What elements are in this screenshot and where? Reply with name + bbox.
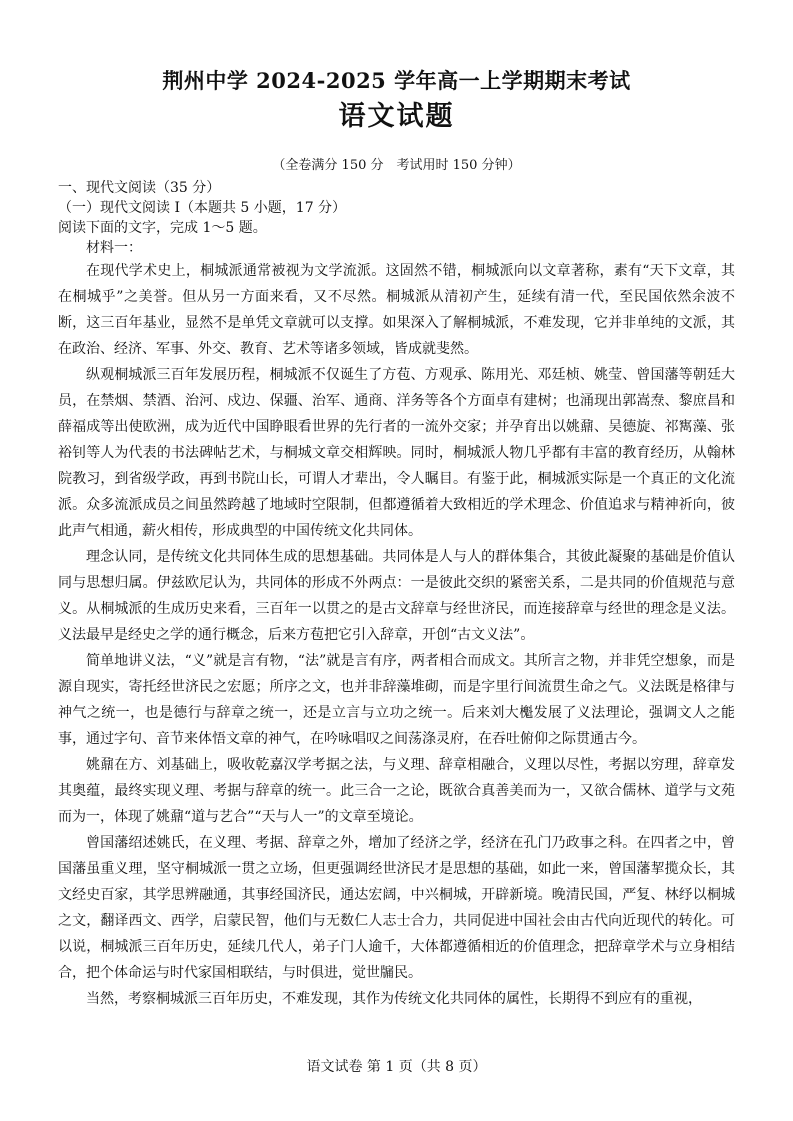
subsection-heading: （一）现代文阅读 I（本题共 5 小题，17 分） — [58, 199, 347, 216]
page-footer: 语文试卷 第 1 页（共 8 页） — [306, 1059, 487, 1075]
material-label: 材料一： — [86, 239, 142, 256]
paragraph: 当然，考察桐城派三百年历史，不难发现，其作为传统文化共同体的属性，长期得不到应有的重视， — [86, 990, 702, 1007]
reading-instruction: 阅读下面的文字，完成 1～5 题。 — [58, 219, 267, 236]
section-header-block — [58, 178, 735, 258]
exam-subtitle: 语文试题 — [338, 101, 455, 133]
article-body — [58, 258, 735, 1012]
paragraph: 曾国藩绍述姚氏，在义理、考据、辞章之外，增加了经济之学，经济在孔门乃政事之科。在四者之中，曾国藩虽重义理，坚守桐城派一贯之立场，但更强调经世济民才是思想的基础，如此一来，曾国藩挈揽众长，其文经史百家，其学思辨融通，其事经国济民，通达宏阔，中兴桐城，开辟新境。晚清民国，严复、林纾以桐城之文，翻译西文、西学，启蒙民智，他们与无数仁人志士合力，共同促进中国社会由古代向近现代的转化。可以说，桐城派三百年历史，延续几代人，弟子门人逾千，大体都遵循相近的价值理念，把辞章学术与立身相结合，把个体命运与时代家国相联结，与时俱进，觉世牖民。 — [58, 834, 735, 981]
paragraph: 在现代学术史上，桐城派通常被视为文学流派。这固然不错，桐城派向以文章著称，素有“天下文章，其在桐城乎”之美誉。但从另一方面来看，又不尽然。桐城派从清初产生，延续有清一代，至民国依然余波不断，这三百年基业，显然不是单凭文章就可以支撑。如果深入了解桐城派，不难发现，它并非单纯的文派，其在政治、经济、军事、外交、教育、艺术等诸多领域，皆成就斐然。 — [58, 262, 735, 357]
paragraph: 姚鼐在方、刘基础上，吸收乾嘉汉学考据之法，与义理、辞章相融合，义理以尽性，考据以穷理，辞章发其奥蕴，最终实现义理、考据与辞章的统一。此三合一之论，既欲合真善美而为一，又欲合儒林、道学与文苑而为一，体现了姚鼐“道与艺合”“天与人一”的文章至境论。 — [58, 756, 735, 825]
section-heading: 一、现代文阅读（35 分） — [58, 179, 221, 196]
paragraph: 纵观桐城派三百年发展历程，桐城派不仅诞生了方苞、方观承、陈用光、邓廷桢、姚莹、曾国藩等朝廷大员，在禁烟、禁酒、治河、戍边、保疆、治军、通商、洋务等各个方面卓有建树；也涌现出郭嵩焘、黎庶昌和薛福成等出使欧洲，成为近代中国睁眼看世界的先行者的一流外交家；并孕育出以姚鼐、吴德旋、祁寯藻、张裕钊等人为代表的书法碑帖艺术，与桐城文章交相辉映。同时，桐城派人物几乎都有丰富的教育经历，从翰林院教习，到省级学政，再到书院山长，可谓人才辈出，令人瞩目。有鉴于此，桐城派实际是一个真正的文化流派。众多流派成员之间虽然跨越了地域时空限制，但都遵循着大致相近的学术理念、价值追求与精神祈向，彼此声气相通，薪火相传，形成典型的中国传统文化共同体。 — [58, 366, 735, 539]
exam-title: 荆州中学 2024-2025 学年高一上学期期末考试 — [162, 68, 631, 93]
paragraph: 理念认同，是传统文化共同体生成的思想基础。共同体是人与人的群体集合，其彼此凝聚的基础是价值认同与思想归属。伊兹欧尼认为，共同体的形成不外两点：一是彼此交织的紧密关系，二是共同的价值规范与意义。从桐城派的生成历史来看，三百年一以贯之的是古文辞章与经世济民，而连接辞章与经世的理念是义法。义法最早是经史之学的通行概念，后来方苞把它引入辞章，开创“古文义法”。 — [58, 548, 735, 643]
paragraph: 简单地讲义法，“义”就是言有物，“法”就是言有序，两者相合而成文。其所言之物，并非凭空想象，而是源自现实，寄托经世济民之宏愿；所序之文，也并非辞藻堆砌，而是字里行间流贯生命之气。义法既是格律与神气之统一，也是德行与辞章之统一，还是立言与立功之统一。后来刘大櫆发展了义法理论，强调文人之能事，通过字句、音节来体悟文章的神气，在吟咏唱叹之间荡涤灵府，在吞吐俯仰之际贯通古今。 — [58, 652, 735, 747]
exam-info: （全卷满分 150 分 考试用时 150 分钟） — [272, 158, 521, 173]
